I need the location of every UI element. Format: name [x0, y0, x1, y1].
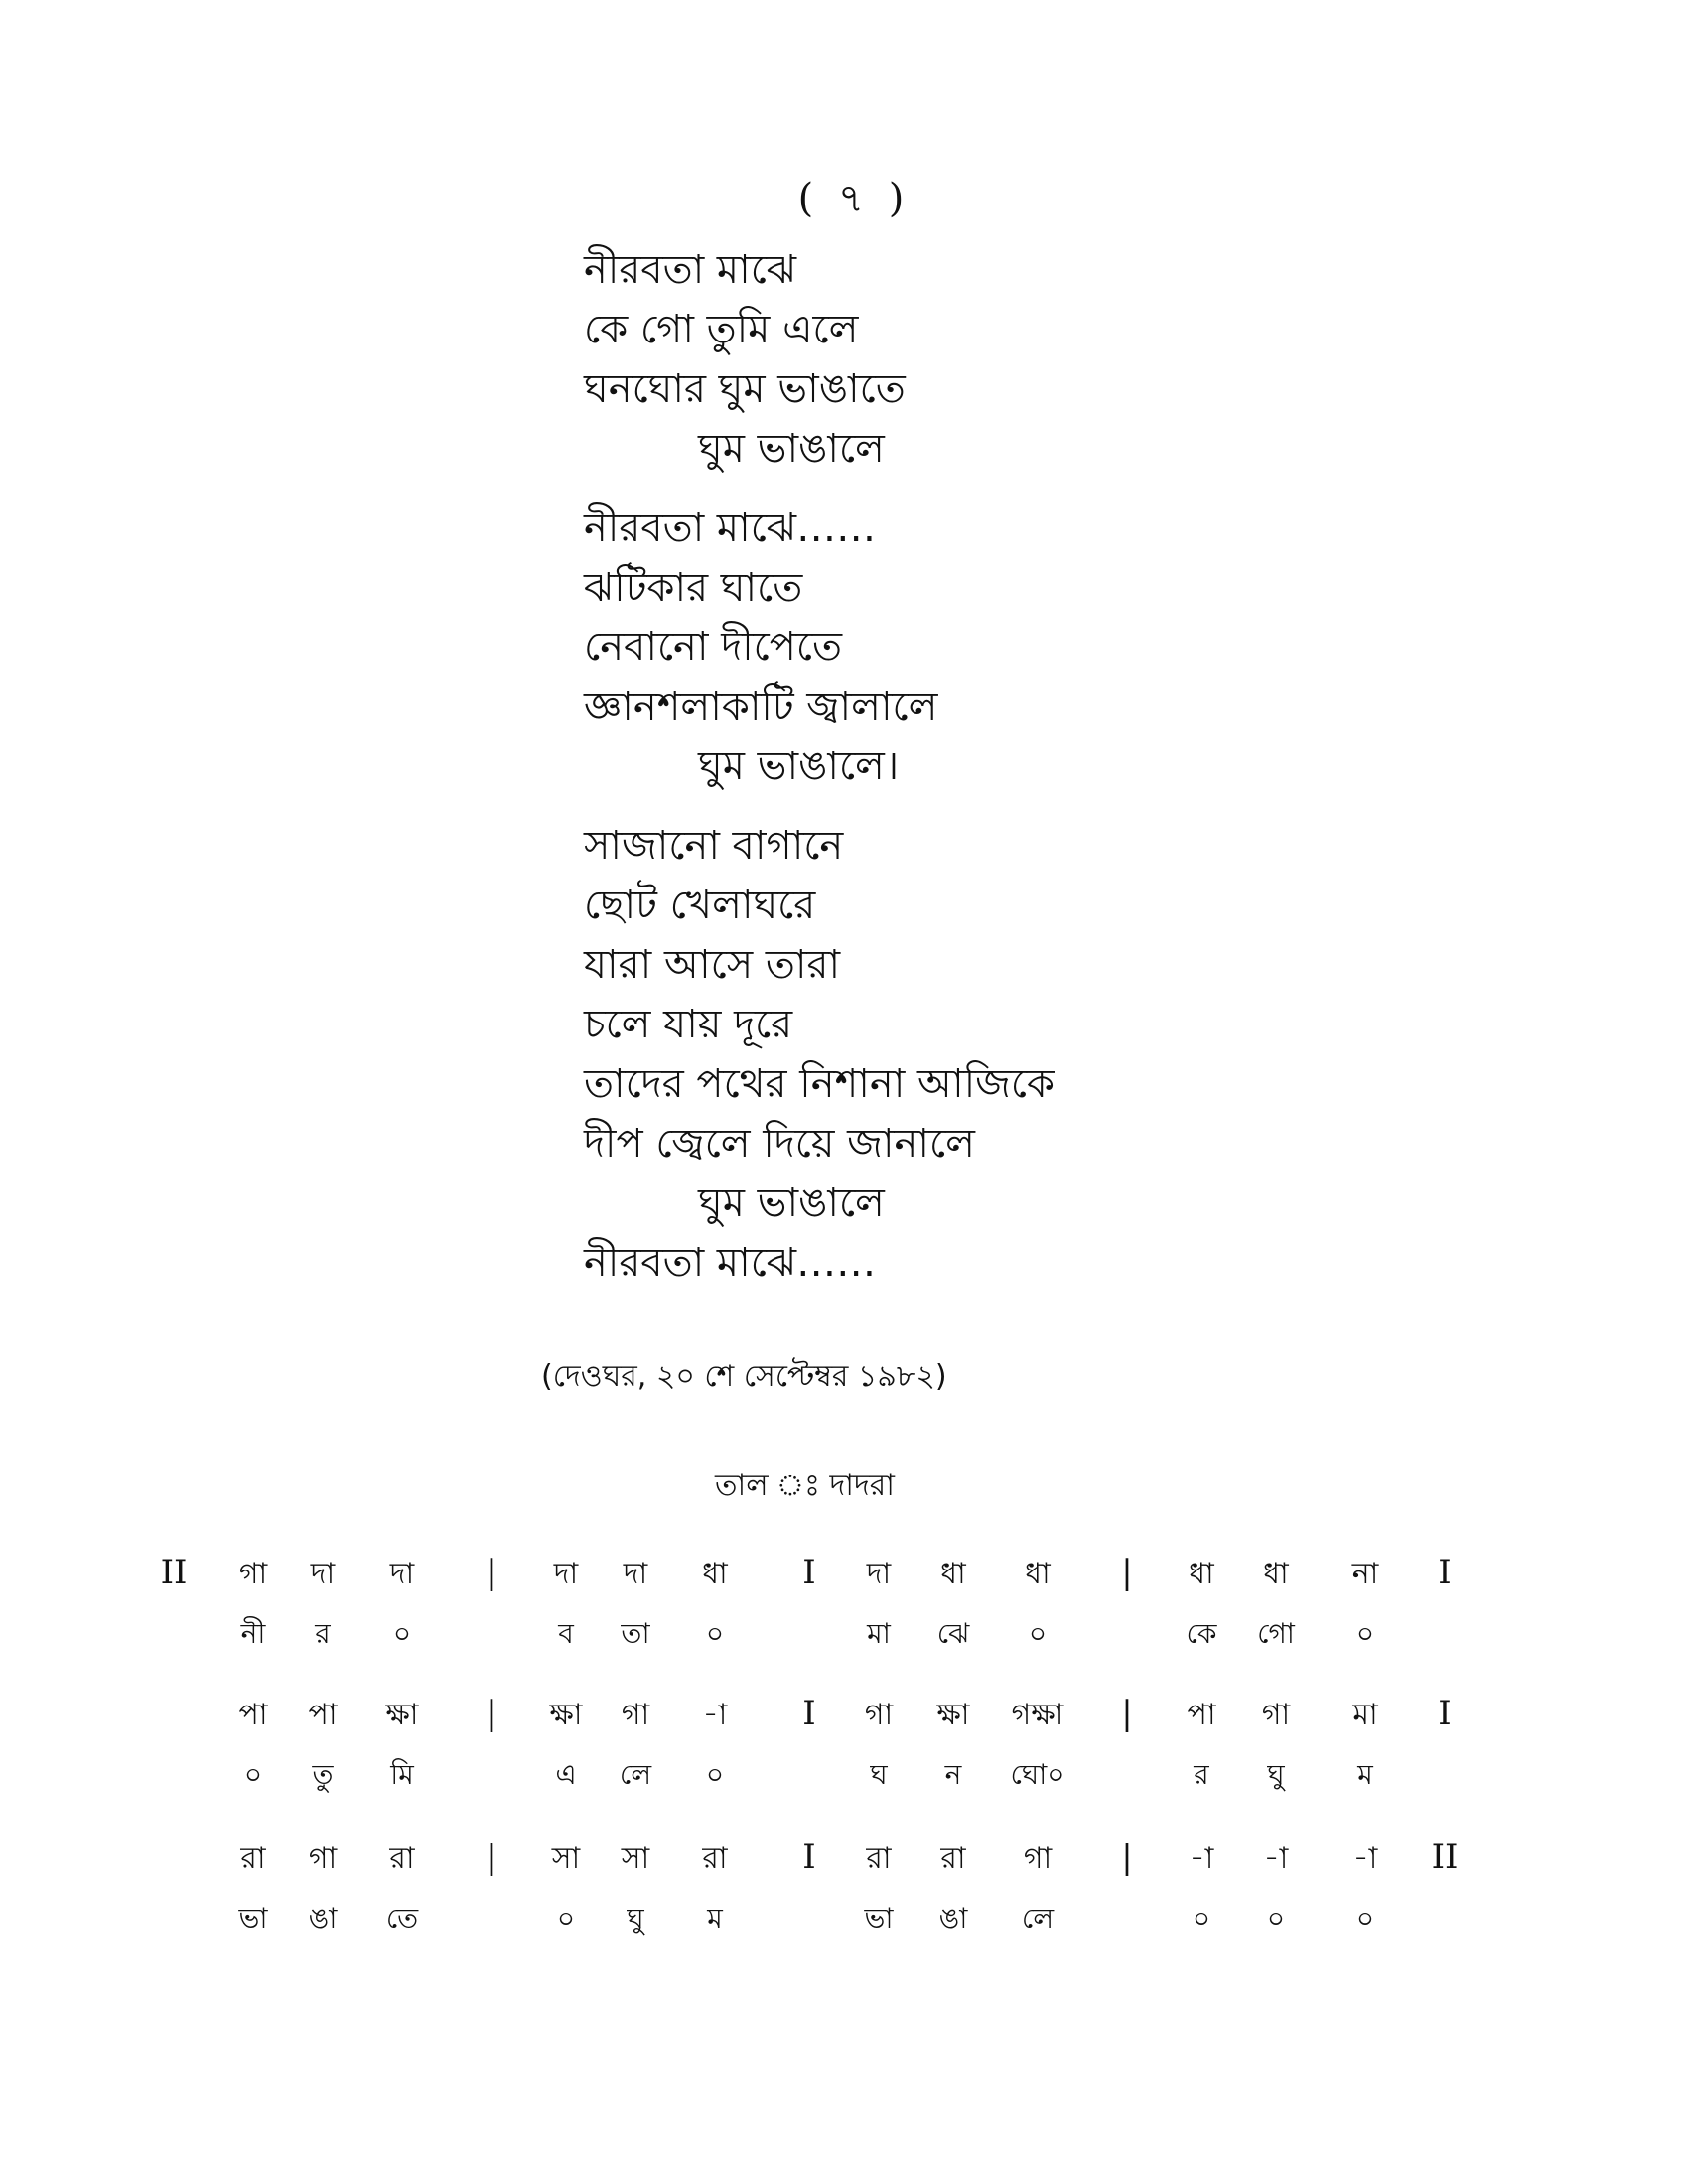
lyric-syllable-cell: ০: [1028, 1617, 1048, 1650]
lyric-syllable-cell: ০: [705, 1758, 725, 1791]
lyric-syllable-cell: ০: [392, 1617, 412, 1650]
lyric-syllable-cell: ০: [1192, 1902, 1211, 1935]
lyric-line: নীরবতা মাঝে……: [584, 1240, 877, 1286]
bar-line: I: [1438, 1553, 1452, 1592]
lyric-syllable-cell: তা: [621, 1617, 650, 1650]
lyric-syllable-cell: কে: [1186, 1617, 1217, 1650]
bar-line: II: [1431, 1838, 1459, 1877]
note-cell: দা: [553, 1557, 579, 1591]
lyric-syllable-cell: ঙা: [938, 1902, 968, 1935]
note-cell: দা: [866, 1557, 892, 1591]
lyric-syllable-cell: ০: [243, 1758, 263, 1791]
note-cell: গা: [864, 1698, 894, 1732]
lyric-line: নীরবতা মাঝে……: [584, 505, 877, 551]
lyric-syllable-cell: ঘু: [1267, 1758, 1285, 1791]
lyric-line: নেবানো দীপেতে: [584, 624, 842, 670]
lyric-syllable-cell: ঘু: [627, 1902, 644, 1935]
note-cell: ক্ষা: [385, 1698, 419, 1732]
lyric-syllable-cell: ০: [1266, 1902, 1286, 1935]
bar-line: |: [486, 1694, 497, 1733]
bar-line: |: [486, 1838, 497, 1877]
note-cell: ক্ষা: [936, 1698, 970, 1732]
bar-line: |: [1121, 1838, 1133, 1877]
lyric-line: ছোট খেলাঘরে: [584, 883, 816, 928]
lyric-syllable-cell: ব: [558, 1617, 574, 1650]
bar-line: |: [1121, 1694, 1133, 1733]
note-cell: ক্ষা: [549, 1698, 583, 1732]
note-cell: ধা: [940, 1557, 966, 1591]
lyric-refrain-line: ঘুম ভাঙালে: [698, 426, 885, 472]
note-cell: ধা: [1025, 1557, 1051, 1591]
lyric-syllable-cell: ভা: [238, 1902, 268, 1935]
lyric-syllable-cell: র: [315, 1617, 331, 1650]
bar-line: I: [1438, 1694, 1452, 1733]
lyric-syllable-cell: ন: [944, 1758, 962, 1791]
note-cell: গা: [238, 1557, 268, 1591]
composition-place-date: (দেওঘর, ২০ শে সেপ্টেম্বর ১৯৮২): [541, 1359, 947, 1394]
lyric-line: কে গো তুমি এলে: [584, 307, 859, 352]
lyric-syllable-cell: র: [1194, 1758, 1209, 1791]
taal-heading: তাল ঃ দাদরা: [715, 1468, 895, 1503]
lyric-syllable-cell: লে: [1021, 1902, 1055, 1935]
lyric-refrain-line: ঘুম ভাঙালে: [698, 1180, 885, 1226]
note-cell: রা: [940, 1842, 966, 1876]
lyric-syllable-cell: ০: [705, 1617, 725, 1650]
note-cell: সা: [621, 1842, 650, 1876]
lyric-syllable-cell: ঙা: [308, 1902, 338, 1935]
note-cell: সা: [551, 1842, 581, 1876]
lyric-syllable-cell: নী: [240, 1617, 266, 1650]
lyric-syllable-cell: ভা: [864, 1902, 894, 1935]
bar-line: |: [486, 1553, 497, 1592]
note-cell: রা: [702, 1842, 728, 1876]
lyric-syllable-cell: ঘো০: [1010, 1758, 1065, 1791]
bar-line-start: II: [160, 1553, 188, 1592]
note-cell: ধা: [1189, 1557, 1214, 1591]
lyric-syllable-cell: গো: [1257, 1617, 1295, 1650]
note-cell: দা: [389, 1557, 415, 1591]
lyric-syllable-cell: মা: [867, 1617, 891, 1650]
lyric-line: সাজানো বাগানে: [584, 823, 844, 869]
note-cell: গা: [1261, 1698, 1291, 1732]
lyric-line: তাদের পথের নিশানা আজিকে: [584, 1061, 1055, 1107]
note-cell: মা: [1352, 1698, 1378, 1732]
note-cell: -া: [1189, 1842, 1214, 1876]
lyric-line: ঝটিকার ঘাতে: [584, 565, 803, 611]
note-cell: গা: [308, 1842, 338, 1876]
lyric-refrain-line: ঘুম ভাঙালে।: [698, 744, 900, 789]
lyric-syllable-cell: তু: [312, 1758, 334, 1791]
lyric-syllable-cell: ঝে: [936, 1617, 970, 1650]
note-cell: ধা: [702, 1557, 728, 1591]
lyric-syllable-cell: ০: [1355, 1617, 1375, 1650]
lyric-line: চলে যায় দূরে: [584, 1002, 793, 1047]
note-cell: গক্ষা: [1011, 1698, 1064, 1732]
lyric-syllable-cell: ঘ: [870, 1758, 888, 1791]
bar-line: I: [802, 1694, 816, 1733]
note-cell: রা: [389, 1842, 415, 1876]
note-cell: রা: [866, 1842, 892, 1876]
lyric-line: জ্ঞানশলাকাটি জ্বালালে: [584, 684, 938, 730]
bar-line: |: [1121, 1553, 1133, 1592]
note-cell: গা: [621, 1698, 650, 1732]
note-cell: পা: [238, 1698, 268, 1732]
note-cell: রা: [240, 1842, 266, 1876]
lyric-line: যারা আসে তারা: [584, 942, 841, 988]
note-cell: না: [1351, 1557, 1379, 1591]
note-cell: গা: [1023, 1842, 1053, 1876]
note-cell: পা: [308, 1698, 338, 1732]
note-cell: ধা: [1263, 1557, 1289, 1591]
note-cell: দা: [623, 1557, 648, 1591]
lyric-syllable-cell: তে: [385, 1902, 419, 1935]
bar-line: I: [802, 1553, 816, 1592]
note-cell: দা: [310, 1557, 336, 1591]
lyric-syllable-cell: এ: [555, 1758, 577, 1791]
lyric-syllable-cell: ০: [556, 1902, 576, 1935]
note-cell: -া: [702, 1698, 728, 1732]
lyric-syllable-cell: ম: [707, 1902, 723, 1935]
lyric-line: ঘনঘোর ঘুম ভাঙাতে: [584, 366, 906, 412]
lyric-line: নীরবতা মাঝে: [584, 247, 797, 293]
note-cell: পা: [1187, 1698, 1216, 1732]
bar-line: I: [802, 1838, 816, 1877]
lyric-syllable-cell: লে: [619, 1758, 652, 1791]
note-cell: -া: [1263, 1842, 1289, 1876]
note-cell: -া: [1352, 1842, 1378, 1876]
lyric-line: দীপ জ্বেলে দিয়ে জানালে: [584, 1121, 975, 1166]
lyric-syllable-cell: ম: [1357, 1758, 1373, 1791]
lyric-syllable-cell: মি: [390, 1758, 414, 1791]
page-number: ( ৭ ): [797, 176, 911, 221]
lyric-syllable-cell: ০: [1355, 1902, 1375, 1935]
